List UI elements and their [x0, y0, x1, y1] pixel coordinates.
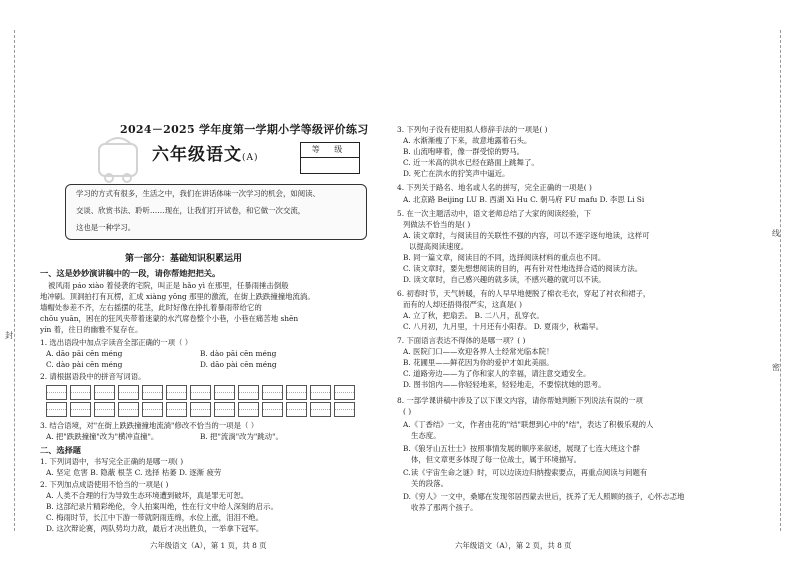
question-2: 2. 请根据语段中的拼音写词语。 — [40, 372, 146, 381]
question-2-1: 1. 下列词语中，书写完全正确的是哪一项( ) — [40, 457, 184, 466]
q4-options[interactable]: A. 北京路 Beijing LU B. 西湖 Xi Hu C. 朝马府 FU mafu D. 李思 Li Si — [403, 195, 645, 204]
q8-option-c-cont: 关的段落。 — [411, 479, 448, 488]
q7-option-b[interactable]: B. 花圃里——鲜花因为你的爱护才如此美丽。 — [403, 358, 554, 367]
part1-heading: 第一部分：基础知识积累运用 — [125, 254, 243, 264]
answer-cell[interactable] — [310, 402, 331, 417]
q7-option-d[interactable]: D. 图书馆内——你轻轻地来，轻轻地走，不要惊扰她的思考。 — [403, 380, 606, 389]
answer-cell[interactable] — [310, 385, 331, 400]
answer-cell[interactable] — [190, 402, 211, 417]
answer-cell[interactable] — [334, 385, 355, 400]
q8-option-d-cont: 收养了那两个孩子。 — [411, 503, 478, 512]
q5-option-a[interactable]: A. 读文章时，与阅读目的关联性不强的内容，可以不逐字逐句地读，这样可 — [403, 231, 650, 240]
q8-option-b-cont: 体，但文章更多体现了每一位战士，属于环境描写。 — [411, 455, 581, 464]
answer-cell[interactable] — [190, 385, 211, 400]
answer-cell[interactable] — [166, 402, 187, 417]
section1-heading: 一、这是妙妙演讲稿中的一段，请你帮她把把关。 — [40, 268, 221, 278]
exam-page-2 — [397, 0, 794, 561]
passage-line: 被风雨 páo xiào 着侵袭的宅院，叫正是 hǎo yì 在那里，任暴雨捶击倒般 — [48, 281, 289, 290]
passage-line: 地冲刷。顶洞拍打有瓦楞，汇成 xiàng yōng 那里的激流，在街上跌跌撞撞地流淌。 — [40, 292, 315, 301]
intro-line: 交谈、欣赏书法、聆听……现在，让我们打开试卷，和它做一次交流， — [76, 206, 306, 215]
answer-cell[interactable] — [262, 402, 283, 417]
answer-cell[interactable] — [94, 385, 115, 400]
intro-scroll-box — [65, 184, 367, 240]
question-7: 7. 下面语言表达不得体的是哪一项？( ) — [397, 336, 526, 345]
answer-cell[interactable] — [262, 385, 283, 400]
q1-option-d[interactable]: D. dāo pài cēn méng — [200, 360, 277, 369]
subject-title — [152, 145, 259, 168]
q2-1-options[interactable]: A. 坚定 危害 B. 隐蔽 根茎 C. 选择 枯萎 D. 逐渐 疲劳 — [46, 468, 222, 477]
q5-option-c[interactable]: C. 读文章时，要先想想阅读的目的，再有针对性地选择合适的阅读方法。 — [403, 264, 643, 273]
answer-cell[interactable] — [214, 385, 235, 400]
answer-cell[interactable] — [166, 385, 187, 400]
pinyin-answer-grid[interactable] — [46, 385, 355, 400]
question-5: 5. 在一次主题活动中，语文老师总结了大家的阅读经验，下 — [397, 209, 592, 218]
q8-option-a-cont: 生态度。 — [411, 431, 441, 440]
page-footer-2: 六年级语文（A），第 2 页，共 8 页 — [455, 541, 572, 550]
intro-line: 学习的方式有很多，生活之中，我们在讲话体味一次学习的机会，如阅读、 — [76, 189, 320, 198]
answer-cell[interactable] — [214, 402, 235, 417]
passage-line: chōu yuān，困在的狂风夹带着迷蒙的水汽席卷整个小巷，小巷在痛苦地 shēn — [40, 314, 299, 323]
q8-option-d[interactable]: D.《穷人》一文中，桑娜在发现邻居西蒙去世后，抚养了无人照顾的孩子，心怀忐忑地 — [403, 492, 685, 501]
q3-option-c[interactable]: C. 近一米高的洪水已经在路面上跳舞了。 — [403, 158, 539, 167]
answer-cell[interactable] — [118, 402, 139, 417]
passage-line: yín 着，往日的幽雅不复存在。 — [40, 325, 143, 334]
binding-gutter-left — [0, 0, 22, 561]
grade-label: 等 级 — [301, 143, 359, 158]
answer-cell[interactable] — [118, 385, 139, 400]
answer-cell[interactable] — [70, 385, 91, 400]
subject-suffix: (A) — [242, 153, 259, 163]
answer-cell[interactable] — [46, 402, 67, 417]
answer-cell[interactable] — [286, 402, 307, 417]
q7-option-a[interactable]: A. 医院门口——欢迎各界人士经常光临本院！ — [403, 347, 554, 356]
q1-option-b[interactable]: B. dào pāi cēn méng — [200, 349, 277, 358]
q8-option-c[interactable]: C.读《宇宙生命之谜》时，可以边读边归纳搜索要点，再重点阅读与问题有 — [403, 468, 648, 477]
pinyin-answer-grid-row2[interactable] — [46, 402, 355, 417]
page-footer-1: 六年级语文（A），第 1 页，共 8 页 — [150, 541, 267, 550]
answer-cell[interactable] — [286, 385, 307, 400]
answer-cell[interactable] — [334, 402, 355, 417]
subject-name: 六年级语文 — [152, 145, 242, 165]
q6-options-row2[interactable]: C. 八月初，九月里，十月还有小阳春。 D. 夏雨少，秋霜早。 — [403, 322, 604, 331]
q3-option-d[interactable]: D. 死亡在洪水的狞笑声中逼近。 — [403, 169, 510, 178]
question-8-cont: ( ) — [403, 407, 412, 416]
q1-option-a[interactable]: A. dāo pāi cēn méng — [46, 349, 123, 358]
question-6: 6. 初春时节，天气转暖，有的人早早地便脱了棉衣毛衣，穿起了衬衣和裙子， — [397, 289, 651, 298]
question-5-cont: 列做法不恰当的是( ) — [403, 220, 471, 229]
answer-cell[interactable] — [70, 402, 91, 417]
q7-option-c[interactable]: C. 道路旁边——为了你和家人的幸福，请注意交通安全。 — [403, 369, 591, 378]
q3-option-b[interactable]: B. 山流咆哮着，像一群受惊的野马。 — [403, 147, 524, 156]
question-1: 1. 选出语段中加点字读音全部正确的一项（ ） — [40, 338, 193, 347]
grade-box — [300, 142, 360, 174]
question-8: 8. 一部学课讲稿中涉及了以下课文内容，请你帮她判断下列说法有误的一项 — [397, 396, 643, 405]
q3-option-a[interactable]: A. 把"跌跌撞撞"改为"横冲直撞"。 — [46, 432, 159, 441]
question-3: 3. 下列句子没有使用拟人修辞手法的一项是( ) — [397, 125, 548, 134]
q8-option-a[interactable]: A.《丁香结》一文，作者由花的"结"联想到心中的"结"，表达了积极乐观的人 — [403, 420, 654, 429]
q3-option-a[interactable]: A. 水渐渐瘦了下来，故意地露着石头。 — [403, 136, 532, 145]
gutter-mark: 封 — [5, 331, 13, 340]
question-6-cont: 而有的人却还捂得很严实，这真是( ) — [403, 300, 522, 309]
answer-cell[interactable] — [94, 402, 115, 417]
binding-dashed-line — [780, 30, 781, 531]
decorative-illustration-icon — [95, 134, 141, 184]
gutter-mark: 线 — [772, 229, 780, 238]
question-3: 3. 结合语境，对"在街上跌跌撞撞地流淌"修改不恰当的一项是（ ） — [40, 421, 259, 430]
q3-option-b[interactable]: B. 把"流淌"改为"跳动"。 — [200, 432, 283, 441]
q5-option-a-cont: 以提高阅读速度。 — [409, 242, 469, 251]
q2-2-option-a[interactable]: A. 人类不合理的行为导致生态环境遭到破坏，真是罪无可恕。 — [46, 491, 249, 500]
q6-options-row1[interactable]: A. 立了秋，把扇丢。 B. 二八月，乱穿衣。 — [403, 311, 544, 320]
gutter-mark: 密 — [772, 363, 780, 372]
section2-heading: 二、选择题 — [40, 445, 81, 455]
answer-cell[interactable] — [142, 402, 163, 417]
question-2-2: 2. 下列加点成语使用不恰当的一项是( ) — [40, 480, 169, 489]
answer-cell[interactable] — [46, 385, 67, 400]
q2-2-option-d[interactable]: D. 这次辩论赛，两队势均力敌，最后才决出胜负，一举拿下冠军。 — [46, 524, 264, 533]
q2-2-option-b[interactable]: B. 这部纪录片精彩绝伦，令人拍案叫绝，性在行文中给人深刻的启示。 — [46, 502, 278, 511]
answer-cell[interactable] — [142, 385, 163, 400]
q8-option-b[interactable]: B.《狼牙山五壮士》按照事情发展的顺序来叙述，展现了七连大班这个群 — [403, 444, 640, 453]
question-4: 4. 下列关于路名、地名或人名的拼写，完全正确的一项是( ) — [397, 183, 592, 192]
binding-gutter-right — [772, 0, 794, 561]
exam-title: 2024－2025 学年度第一学期小学等级评价练习 — [120, 123, 369, 136]
answer-cell[interactable] — [238, 385, 259, 400]
q5-option-d[interactable]: D. 读文章时，自己感兴趣的就多读，不感兴趣的就可以不读。 — [403, 275, 606, 284]
binding-dashed-line — [14, 30, 15, 531]
intro-line: 这也是一种学习。 — [76, 223, 136, 232]
q1-option-c[interactable]: C. dào pài cēn méng — [46, 360, 123, 369]
q2-2-option-c[interactable]: C. 梅雨时节，长江中下游一带就阴雨连绵，水位上涨，泪泪不绝。 — [46, 513, 264, 522]
q5-option-b[interactable]: B. 同一篇文章，阅读目的不同，选择阅读材料的重点也不同。 — [403, 253, 606, 262]
answer-cell[interactable] — [238, 402, 259, 417]
passage-line: 墙帽处参差不齐，左右摇摆的花茎，此时好像在挣扎着暴雨带给它的 — [40, 303, 262, 312]
